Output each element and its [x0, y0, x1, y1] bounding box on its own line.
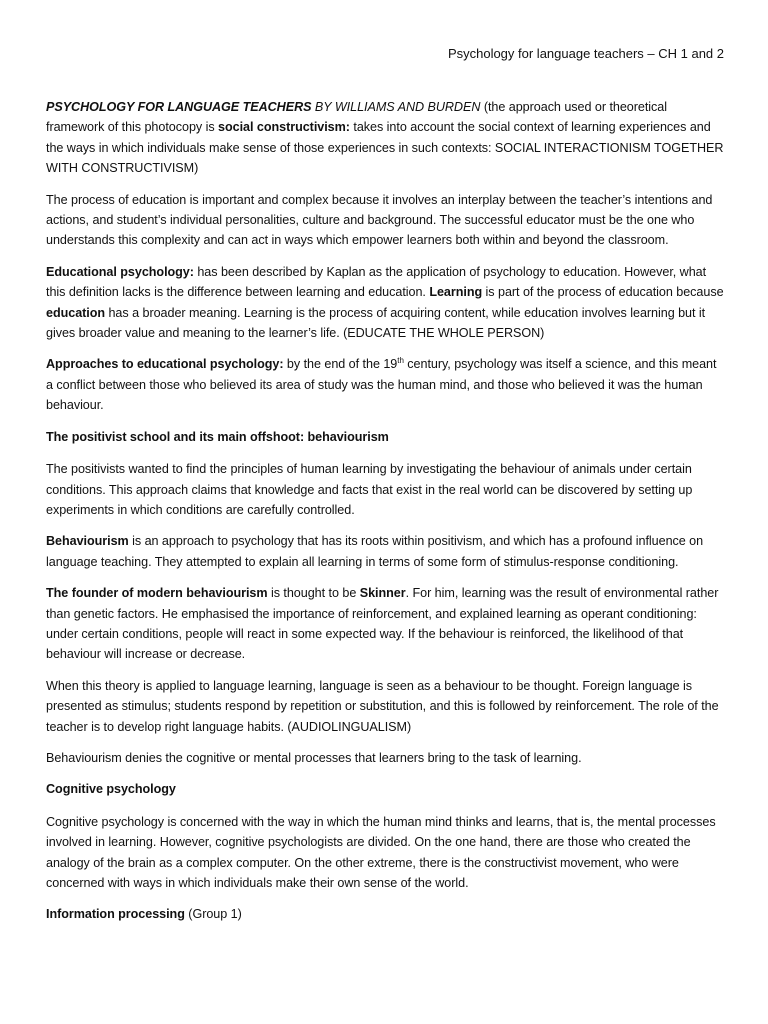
- heading-info-text: Information processing: [46, 907, 185, 922]
- intro-text-2: takes into account the social context of learning experiences and the ways in which individuals make sense of those experiences in such contexts: SOCIAL INTERACTIONISM TOGETHER WITH CONSTRUCTIVISM): [46, 120, 724, 176]
- approaches-text-1: by the end of the 19: [283, 357, 398, 372]
- term-educational-psychology: Educational psychology:: [46, 264, 194, 279]
- term-founder: The founder of modern behaviourism: [46, 586, 268, 601]
- process-paragraph: The process of education is important and complex because it involves an interplay between the teacher’s intentions and actions, and student’s individual personalities, culture and background. The successful educator must be the one who understands this complexity and can act in ways which empower learners both within and beyond the classroom.: [46, 192, 713, 248]
- skinner-text-1: is thought to be: [267, 586, 360, 601]
- term-behaviourism: Behaviourism: [46, 534, 129, 549]
- behaviourism-paragraph: [46, 531, 724, 572]
- term-skinner: Skinner: [359, 586, 406, 601]
- edpsych-text-1: has been described by Kaplan as the application of psychology to education. However, what this definition lacks is the difference between learning and education.: [46, 264, 707, 300]
- edpsych-text-3: has a broader meaning. Learning is the process of acquiring content, while education involves learning but it gives broader value and meaning to the learner’s life. (EDUCATE THE WHOLE PERSON): [46, 305, 706, 341]
- running-title: Psychology for language teachers – CH 1 and 2: [447, 46, 724, 61]
- denies-paragraph: Behaviourism denies the cognitive or mental processes that learners bring to the task of learning.: [46, 750, 582, 765]
- approaches-text-2: century, psychology was itself a science, and this meant a conflict between those who believed its area of study was the human mind, and those who believed it was the human behaviour.: [46, 357, 717, 413]
- book-title: PSYCHOLOGY FOR LANGUAGE TEACHERS: [46, 100, 312, 114]
- heading-positivist-school: [46, 427, 724, 447]
- term-approaches: Approaches to educational psychology:: [46, 357, 284, 372]
- cognitive-paragraph: Cognitive psychology is concerned with the way in which the human mind thinks and learns, that is, the mental processes involved in learning. However, cognitive psychologists are divided. On the one hand, there are those who created the analogy of the brain as a complex computer. On the other extreme, there is the constructivist movement, who were concerned with ways in which individuals make their own sense of the world.: [46, 814, 716, 890]
- running-header: [46, 45, 724, 63]
- heading-info-group: (Group 1): [184, 907, 242, 922]
- approaches-paragraph: [46, 354, 724, 415]
- behaviourism-text-1: is an approach to psychology that has its roots within positivism, and which has a profound influence on language teaching. They attempted to explain all learning in terms of some form of stimulus-response conditioning.: [46, 534, 704, 569]
- heading-positivist-text: The positivist school and its main offshoot: behaviourism: [46, 429, 389, 444]
- edpsych-text-2: is part of the process of education because: [482, 285, 724, 300]
- heading-cognitive-text: Cognitive psychology: [46, 782, 176, 797]
- book-authors: BY WILLIAMS AND BURDEN: [311, 100, 481, 114]
- heading-cognitive-psychology: [46, 779, 724, 799]
- term-education: education: [46, 305, 106, 320]
- skinner-text-2: . For him, learning was the result of environmental rather than genetic factors. He emphasised the importance of reinforcement, and explained learning as operant conditioning: under certain conditions, people will react in some expected way. If the behaviour is reinforced, the likelihood of that behaviour will increase or decrease.: [46, 586, 719, 662]
- skinner-paragraph: [46, 583, 724, 665]
- positivists-paragraph: The positivists wanted to find the principles of human learning by investigating the behaviour of animals under certain conditions. This approach claims that knowledge and facts that exist in the real world can be discovered by setting up experiments in which conditions are carefully controlled.: [46, 462, 693, 517]
- heading-information-processing: [46, 904, 724, 924]
- term-learning: Learning: [429, 285, 483, 300]
- intro-text-1: (the approach used or theoretical framework of this photocopy is: [46, 100, 667, 135]
- term-social-constructivism: social constructivism:: [218, 120, 350, 135]
- educational-psychology-paragraph: [46, 262, 724, 344]
- intro-paragraph: [46, 97, 724, 179]
- ordinal-superscript: th: [397, 356, 404, 366]
- language-learning-paragraph: When this theory is applied to language learning, language is seen as a behaviour to be thought. Foreign language is presented as stimulus; students respond by repetition or substitution, and this is followed by reinforcement. The role of the teacher is to develop right language habits. (AUDIOLINGUALISM): [46, 678, 719, 734]
